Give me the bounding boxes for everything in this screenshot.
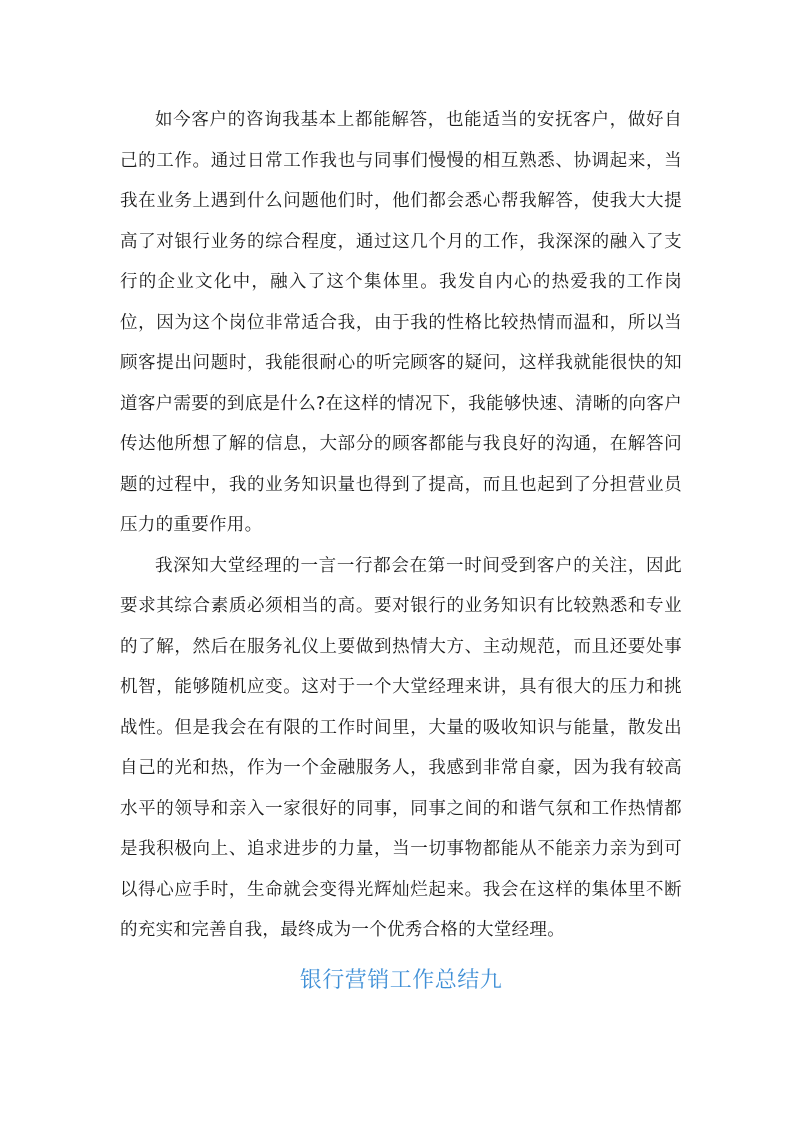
body-paragraph-2: 我深知大堂经理的一言一行都会在第一时间受到客户的关注，因此要求其综合素质必须相当的高。要对银行的业务知识有比较熟悉和专业的了解，然后在服务礼仪上要做到热情大方、主动规范，而且还要处事机智，能够随机应变。这对于一个大堂经理来讲，具有很大的压力和挑战性。但是我会在有限的工作时间里，大量的吸收知识与能量，散发出自己的光和热，作为一个金融服务人，我感到非常自豪，因为我有较高水平的领导和亲入一家很好的同事，同事之间的和谐气氛和工作热情都是我积极向上、追求进步的力量，当一切事物都能从不能亲力亲为到可以得心应手时，生命就会变得光辉灿烂起来。我会在这样的集体里不断的充实和完善自我，最终成为一个优秀合格的大堂经理。: [120, 555, 682, 940]
section-heading: 银行营销工作总结九: [299, 967, 503, 993]
body-paragraph-1: 如今客户的咨询我基本上都能解答，也能适当的安抚客户，做好自己的工作。通过日常工作我也与同事们慢慢的相互熟悉、协调起来，当我在业务上遇到什么问题他们时，他们都会悉心帮我解答，使我大大提高了对银行业务的综合程度，通过这几个月的工作，我深深的融入了支行的企业文化中，融入了这个集体里。我发自内心的热爱我的工作岗位，因为这个岗位非常适合我，由于我的性格比较热情而温和，所以当顾客提出问题时，我能很耐心的听完顾客的疑问，这样我就能很快的知道客户需要的到底是什么?在这样的情况下，我能够快速、清晰的向客户传达他所想了解的信息，大部分的顾客都能与我良好的沟通，在解答问题的过程中，我的业务知识量也得到了提高，而且也起到了分担营业员压力的重要作用。: [120, 110, 682, 535]
document-page: [120, 100, 682, 1001]
